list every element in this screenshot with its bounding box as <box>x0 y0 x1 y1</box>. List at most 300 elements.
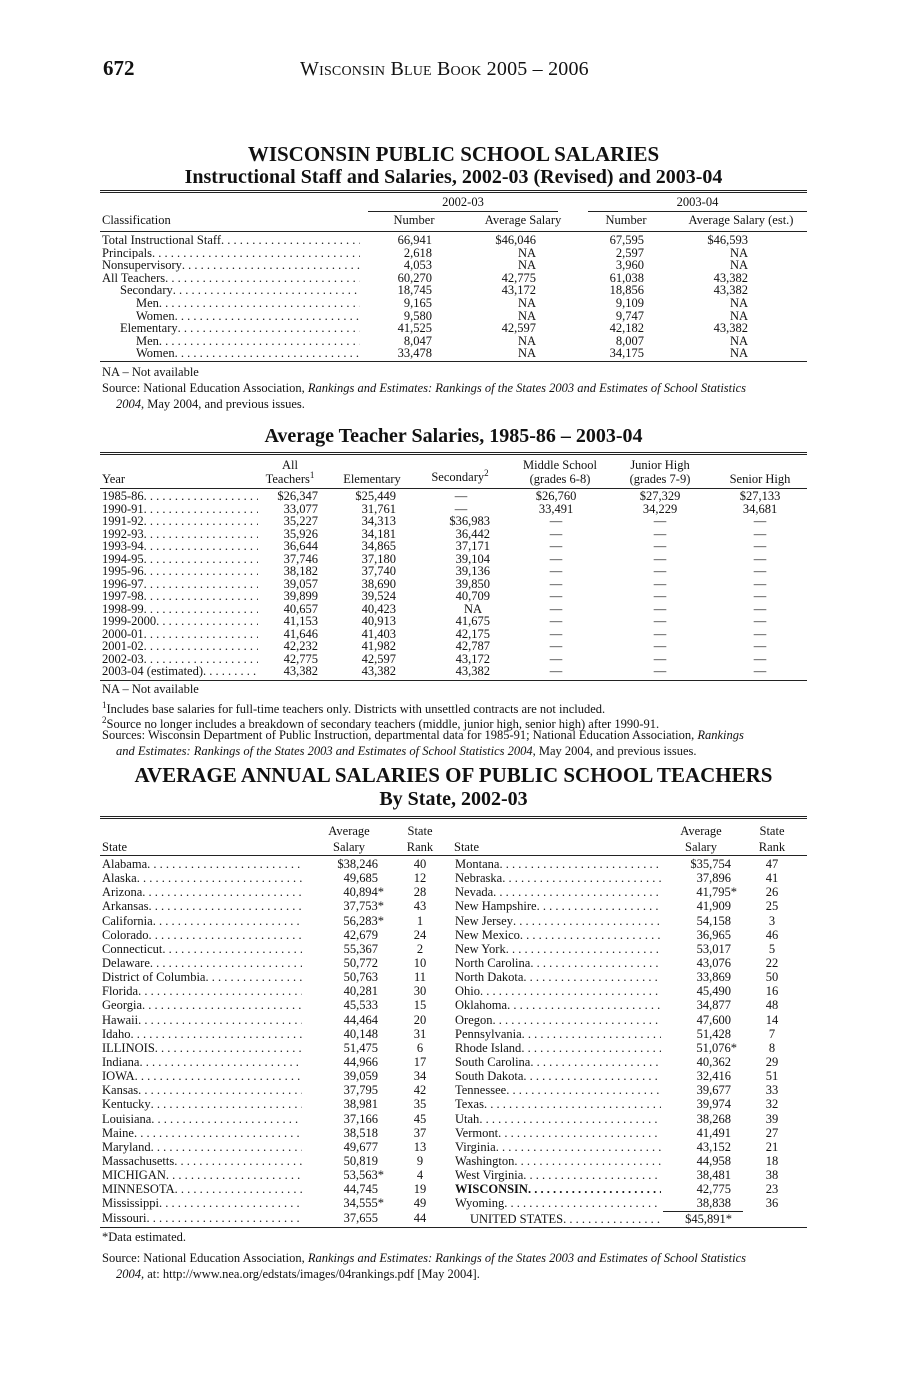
dot-leader <box>506 942 661 956</box>
row-state <box>102 1196 302 1210</box>
table-row <box>100 640 807 653</box>
cell-salary: 45,533 <box>343 998 378 1013</box>
section2-table <box>100 490 807 678</box>
state-name: Massachusetts <box>102 1153 175 1168</box>
row-label <box>102 247 360 260</box>
cell-rank: 42 <box>413 1083 427 1098</box>
row-state <box>455 1069 661 1083</box>
cell-rank: 16 <box>765 984 779 999</box>
cell-sr: — <box>753 514 767 528</box>
table-row <box>100 998 445 1012</box>
dot-leader <box>138 984 302 998</box>
table-row <box>453 1126 807 1140</box>
cell-elem: 41,982 <box>361 639 396 653</box>
row-state <box>455 1097 661 1111</box>
table-row <box>100 234 807 247</box>
dot-leader <box>523 1069 661 1083</box>
row-state <box>102 857 302 871</box>
cell-rank: 43 <box>413 899 427 914</box>
cell-rank: 4 <box>416 1168 424 1183</box>
cell-number-2003: 3,960 <box>615 258 644 273</box>
table-row <box>453 1182 807 1196</box>
cell-salary: 36,965 <box>696 927 731 942</box>
row-state <box>102 970 302 984</box>
cell-sr: — <box>753 564 767 578</box>
dot-leader <box>537 899 661 913</box>
state-name: Florida <box>102 984 139 999</box>
table-row <box>100 565 807 578</box>
cell-rank: 29 <box>765 1054 779 1069</box>
dot-leader <box>175 310 360 323</box>
section2-title: Average Teacher Salaries, 1985-86 – 2003-04 <box>264 425 643 447</box>
row-state <box>455 970 661 984</box>
table-row <box>453 1112 807 1126</box>
state-name: Maryland <box>102 1139 151 1154</box>
cell-all: 35,227 <box>283 514 318 528</box>
section3-subtitle: By State, 2002-03 <box>379 788 528 810</box>
cell-salary: 37,166 <box>343 1111 378 1126</box>
cell-salary: 41,491 <box>696 1125 731 1140</box>
row-state <box>102 984 302 998</box>
dot-leader <box>144 565 258 578</box>
cell-all: 35,926 <box>283 526 318 541</box>
cell-jr: 34,229 <box>642 501 678 516</box>
dot-leader <box>144 540 258 553</box>
cell-sec: $36,983 <box>449 514 490 528</box>
cell-jr: — <box>653 539 667 553</box>
state-name: MINNESOTA <box>102 1182 175 1197</box>
section3-title: AVERAGE ANNUAL SALARIES OF PUBLIC SCHOOL TEACHERS <box>134 763 773 787</box>
table-row <box>100 1055 445 1069</box>
state-name: Tennessee <box>455 1083 507 1098</box>
dot-leader <box>504 1196 661 1210</box>
cell-salary: 53,017 <box>696 941 731 956</box>
cell-rank: 25 <box>765 899 779 914</box>
cell-salary: 50,819 <box>343 1153 378 1168</box>
cell-sr: — <box>753 539 767 553</box>
row-state <box>102 914 302 928</box>
state-name: Vermont <box>455 1125 499 1140</box>
dot-leader <box>147 857 302 871</box>
table-row <box>100 1083 445 1097</box>
cell-rank: 27 <box>765 1125 779 1140</box>
row-state <box>102 1182 302 1196</box>
cell-salary: 44,464 <box>343 1012 378 1027</box>
table-row <box>100 1069 445 1083</box>
cell-all: 40,657 <box>283 601 318 616</box>
table-row <box>100 871 445 885</box>
cell-rank: 14 <box>765 1012 779 1027</box>
row-label <box>102 234 360 247</box>
cell-jr: — <box>653 526 667 541</box>
cell-sec: 37,171 <box>455 539 490 553</box>
cell-sr: — <box>753 626 767 641</box>
cell-number-2002: 9,580 <box>403 308 432 323</box>
cell-rank: 8 <box>768 1040 776 1055</box>
dot-leader <box>498 1126 661 1140</box>
row-year-text: 1999-2000 <box>102 615 157 628</box>
cell-salary-2002: NA <box>517 346 536 361</box>
row-state <box>455 984 661 998</box>
row-state <box>102 1027 302 1041</box>
dot-leader <box>174 1154 302 1168</box>
state-name: South Carolina <box>455 1054 531 1069</box>
cell-rank: 37 <box>413 1125 427 1140</box>
cell-elem: 43,382 <box>361 664 396 678</box>
table-row <box>100 928 445 942</box>
cell-mid: — <box>549 639 563 653</box>
dot-leader <box>507 998 661 1012</box>
cell-salary: 38,481 <box>696 1168 731 1183</box>
cell-number-2003: 67,595 <box>609 233 644 247</box>
state-name: Maine <box>102 1125 134 1140</box>
cell-elem: 34,865 <box>361 539 396 553</box>
table-row <box>100 1126 445 1140</box>
cell-rank: 36 <box>765 1196 779 1211</box>
cell-sec: 39,136 <box>455 564 490 578</box>
table-row <box>453 1140 807 1154</box>
state-name: South Dakota <box>455 1069 524 1084</box>
section2-na-note: NA – Not available <box>102 682 199 696</box>
row-year <box>102 503 258 516</box>
dot-leader <box>130 1027 302 1041</box>
dot-leader <box>150 956 302 970</box>
dot-leader <box>138 1083 302 1097</box>
cell-all: 39,057 <box>283 576 318 591</box>
cell-salary-2002: $46,046 <box>495 233 536 247</box>
section2-sources: Sources: Wisconsin Department of Public Instruction, departmental data for 1985-91; National Education Association, Rankings and Estimates: Rankings of the States 2003 and Estimates of School Statistics 2004, May 2004, and previous issues. <box>102 728 744 758</box>
row-label-text: Women <box>136 347 175 360</box>
row-state <box>102 1140 302 1154</box>
row-year <box>102 578 258 591</box>
cell-sr: 34,681 <box>742 501 778 516</box>
table-row <box>453 1027 807 1041</box>
cell-salary: 51,076* <box>696 1040 737 1055</box>
dot-leader <box>484 1097 661 1111</box>
cell-salary: 55,367 <box>343 941 378 956</box>
state-name: Alabama <box>102 857 148 871</box>
cell-salary-2003: $46,593 <box>707 233 748 247</box>
cell-jr: — <box>653 514 667 528</box>
dot-leader <box>175 347 360 360</box>
cell-salary-2002: 42,597 <box>501 321 536 336</box>
cell-rank: 10 <box>413 955 427 970</box>
cell-salary: 41,909 <box>696 899 731 914</box>
cell-mid: — <box>549 539 563 553</box>
cell-salary: 51,475 <box>343 1040 378 1055</box>
table-row <box>100 528 807 541</box>
dot-leader <box>165 272 360 285</box>
row-state <box>455 1027 661 1041</box>
cell-elem: 40,423 <box>361 601 396 616</box>
cell-sec: 39,850 <box>455 576 490 591</box>
cell-rank: 34 <box>413 1069 427 1084</box>
table-row <box>453 899 807 913</box>
table-row <box>453 970 807 984</box>
classification-header: Classification <box>102 213 171 227</box>
cell-salary: 54,158 <box>696 913 731 928</box>
row-state <box>455 1140 661 1154</box>
state-name: New Mexico <box>455 927 520 942</box>
row-year-text: 1990-91 <box>102 502 144 515</box>
cell-salary: 34,555* <box>343 1196 384 1211</box>
dot-leader <box>528 1182 661 1196</box>
row-state <box>455 1112 661 1126</box>
dot-leader <box>530 1055 661 1069</box>
row-label-text: Women <box>136 309 175 323</box>
table-row <box>100 553 807 566</box>
cell-rank: 31 <box>413 1026 427 1041</box>
state-name: Missouri <box>102 1210 147 1225</box>
cell-rank: 17 <box>413 1054 427 1069</box>
cell-rank: 46 <box>765 927 779 942</box>
row-state <box>102 1097 302 1111</box>
state-name: Delaware <box>102 955 150 970</box>
cell-rank: 1 <box>416 913 424 928</box>
cell-mid: — <box>549 626 563 641</box>
row-state <box>102 956 302 970</box>
dot-leader <box>155 1041 302 1055</box>
state-name: West Virginia <box>455 1168 524 1183</box>
cell-jr: — <box>653 651 667 666</box>
dot-leader <box>159 1196 302 1210</box>
row-year-text: 1992-93 <box>102 527 144 540</box>
state-name: Utah <box>455 1111 480 1126</box>
cell-rank: 49 <box>413 1196 427 1211</box>
row-year <box>102 615 258 628</box>
cell-number-2003: 9,109 <box>615 295 644 310</box>
cell-salary: 47,600 <box>696 1012 731 1027</box>
year2-header: 2003-04 <box>676 195 719 209</box>
cell-elem: 38,690 <box>361 576 396 591</box>
cell-sr: — <box>753 664 767 678</box>
dot-leader <box>144 640 258 653</box>
row-year <box>102 528 258 541</box>
cell-sr: — <box>753 576 767 591</box>
cell-mid: — <box>549 576 563 591</box>
section1-na-note: NA – Not available <box>102 365 199 379</box>
section1-table <box>100 234 807 360</box>
state-name: Connecticut <box>102 941 163 956</box>
elementary-header: Elementary <box>343 472 401 486</box>
cell-sec: — <box>454 489 468 503</box>
cell-rank: 19 <box>413 1182 427 1197</box>
row-state <box>102 1168 302 1182</box>
cell-all: 37,746 <box>283 551 318 566</box>
state-name: Mississippi <box>102 1196 159 1211</box>
table-row <box>100 247 807 260</box>
cell-salary: 43,152 <box>696 1139 731 1154</box>
cell-sec: 36,442 <box>455 526 490 541</box>
state-name: Arizona <box>102 885 143 900</box>
cell-jr: — <box>653 664 667 678</box>
state-name: Hawaii <box>102 1012 139 1027</box>
cell-elem: 41,403 <box>361 626 396 641</box>
table-row <box>453 1069 807 1083</box>
state-name: Idaho <box>102 1026 131 1041</box>
cell-number-2002: 60,270 <box>397 270 432 285</box>
table-row <box>100 1211 445 1225</box>
table-row <box>100 970 445 984</box>
cell-sec: 41,675 <box>455 614 490 628</box>
cell-rank: 13 <box>413 1139 427 1154</box>
cell-salary: 44,745 <box>343 1182 378 1197</box>
dot-leader <box>479 1112 661 1126</box>
cell-rank: 7 <box>768 1026 776 1041</box>
cell-all: 43,382 <box>283 664 318 678</box>
table-row <box>453 984 807 998</box>
cell-salary: 33,869 <box>696 970 731 985</box>
cell-number-2002: 33,478 <box>397 346 432 361</box>
cell-jr: — <box>653 589 667 603</box>
row-year <box>102 640 258 653</box>
secondary-header: Secondary$^2$ <box>431 467 489 484</box>
cell-elem: $25,449 <box>355 489 396 503</box>
cell-rank: 32 <box>765 1097 779 1112</box>
table-row <box>100 899 445 913</box>
dot-leader <box>144 528 258 541</box>
row-state <box>455 885 661 899</box>
row-state <box>455 1055 661 1069</box>
row-state <box>102 899 302 913</box>
row-label-text: Nonsupervisory <box>102 259 182 272</box>
row-year <box>102 490 258 503</box>
cell-number-2002: 2,618 <box>403 245 432 260</box>
state-name: New York <box>455 941 506 956</box>
table-row <box>453 1055 807 1069</box>
us-label: UNITED STATES <box>470 1212 564 1226</box>
state-name: MICHIGAN <box>102 1168 166 1183</box>
cell-sr: — <box>753 651 767 666</box>
cell-number-2002: 41,525 <box>397 321 432 336</box>
row-year <box>102 565 258 578</box>
table-row <box>100 956 445 970</box>
row-year-text: 1991-92 <box>102 515 144 528</box>
cell-jr: — <box>653 626 667 641</box>
table-row <box>100 653 807 666</box>
cell-salary: 49,685 <box>343 871 378 886</box>
row-year <box>102 515 258 528</box>
cell-salary: 49,677 <box>343 1139 378 1154</box>
cell-rank: 5 <box>768 941 776 956</box>
row-state <box>455 1182 661 1196</box>
table-row <box>100 1196 445 1210</box>
section2-header-rule <box>100 488 807 489</box>
row-year-text: 2001-02 <box>102 640 144 653</box>
dot-leader <box>493 1013 662 1027</box>
cell-all: $26,347 <box>277 489 318 503</box>
dot-leader <box>203 665 258 678</box>
state-name: ILLINOIS <box>102 1040 155 1055</box>
state-name: Texas <box>455 1097 484 1112</box>
junior-high-header: (grades 7-9) <box>629 472 691 486</box>
cell-salary: 38,838 <box>696 1196 731 1211</box>
row-label <box>120 284 360 297</box>
row-state <box>102 1055 302 1069</box>
state-name: California <box>102 913 153 928</box>
state-name: Rhode Island <box>455 1040 522 1055</box>
row-label-text: Men <box>136 296 159 310</box>
state-name: Virginia <box>455 1139 496 1154</box>
dot-leader <box>506 1083 661 1097</box>
table-row <box>453 914 807 928</box>
dot-leader <box>151 1097 302 1111</box>
cell-sec: — <box>454 501 468 516</box>
dot-leader <box>139 1055 302 1069</box>
row-year <box>102 603 258 616</box>
row-state <box>455 899 661 913</box>
cell-mid: — <box>549 651 563 666</box>
row-state <box>455 1154 661 1168</box>
table-row <box>100 615 807 628</box>
row-year-text: 1997-98 <box>102 590 144 603</box>
cell-salary: $38,246 <box>337 857 378 871</box>
cell-elem: 37,740 <box>361 564 396 578</box>
dot-leader <box>151 1140 302 1154</box>
dot-leader <box>493 885 661 899</box>
section3-source: Source: National Education Association, Rankings and Estimates: Rankings of the States 2003 and Estimates of School Statistics 2004, at: http://www.nea.org/edstats/images/04rankings.pdf [May 2004]. <box>102 1251 747 1281</box>
table-row <box>100 590 807 603</box>
section1-bottom-rule <box>100 361 807 362</box>
table-row <box>100 885 445 899</box>
cell-rank: 20 <box>413 1012 427 1027</box>
row-state <box>455 857 661 871</box>
cell-salary-2003: NA <box>729 333 748 348</box>
row-state <box>455 1083 661 1097</box>
table-row <box>100 628 807 641</box>
dot-leader <box>144 653 258 666</box>
cell-rank: 26 <box>765 885 779 900</box>
dot-leader <box>144 515 258 528</box>
dot-leader <box>496 1140 661 1154</box>
row-state <box>455 914 661 928</box>
cell-salary: 39,974 <box>696 1097 731 1112</box>
footnote-2: $^2$Source no longer includes a breakdown of secondary teachers (middle, junior high, senior high) after 1990-91. <box>102 715 660 732</box>
cell-rank: 38 <box>765 1168 779 1183</box>
table-row <box>453 857 807 871</box>
dot-leader <box>178 322 360 335</box>
dot-leader <box>520 928 661 942</box>
state-name: Kansas <box>102 1083 139 1098</box>
cell-mid: — <box>549 564 563 578</box>
table-row <box>100 1112 445 1126</box>
row-state <box>102 942 302 956</box>
table-row <box>453 1041 807 1055</box>
table-row <box>453 871 807 885</box>
cell-jr: — <box>653 564 667 578</box>
dot-leader <box>530 956 661 970</box>
state-name: Oregon <box>455 1012 493 1027</box>
cell-sr: — <box>753 526 767 541</box>
cell-all: 41,153 <box>283 614 318 628</box>
dot-leader <box>173 284 360 297</box>
cell-salary: 53,563* <box>343 1168 384 1183</box>
row-year-text: 1996-97 <box>102 577 144 590</box>
cell-salary-2003: 43,382 <box>713 283 748 298</box>
cell-all: 36,644 <box>283 539 318 553</box>
cell-number-2003: 9,747 <box>615 308 644 323</box>
dot-leader <box>135 1069 302 1083</box>
table-row <box>100 310 807 323</box>
cell-rank: 44 <box>413 1210 427 1225</box>
cell-all: 41,646 <box>283 626 318 641</box>
dot-leader <box>142 998 302 1012</box>
cell-number-2003: 8,007 <box>615 333 644 348</box>
row-state <box>102 871 302 885</box>
dot-leader <box>144 603 258 616</box>
state-name: Montana <box>455 857 500 871</box>
table-row <box>100 1154 445 1168</box>
